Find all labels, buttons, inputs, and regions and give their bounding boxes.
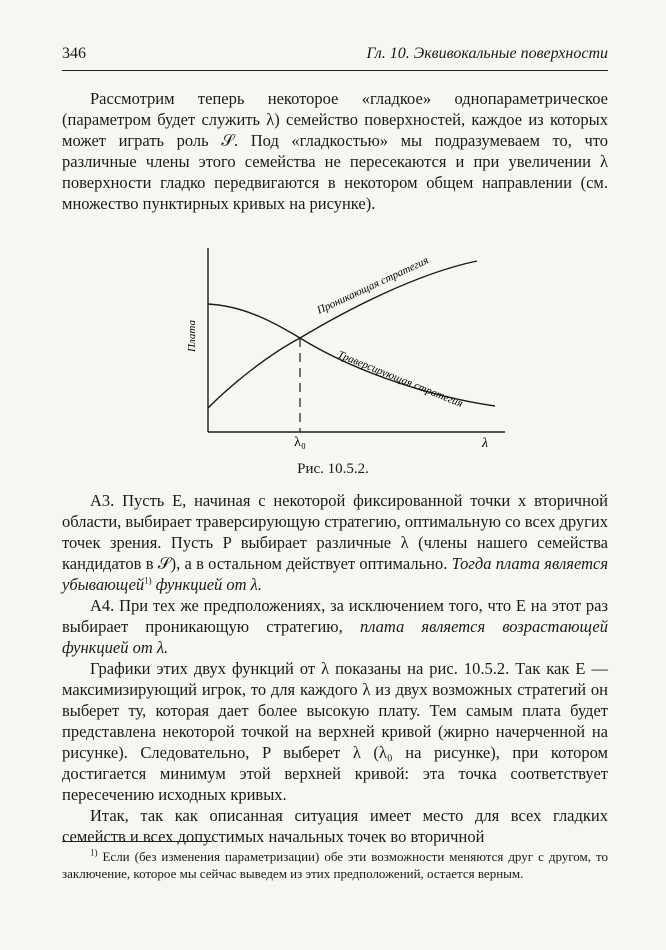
penetrating-strategy-curve — [208, 261, 477, 408]
body-section — [62, 490, 608, 847]
paragraph-final: Итак, так как описанная ситуация имеет место для всех гладких семейств и всех допустимых начальных точек во вторичной — [62, 806, 608, 846]
paragraph-graphs: Графики этих двух функций от λ показаны на рис. 10.5.2. Так как E — максимизирующий игрок, то для каждого λ из двух возможных стратегий он выберет ту, которая дает более высокую плату. Тем самым плата будет представлена некоторой точкой на верхней кривой (жирно начерченной на рисунке). Следовательно, P выберет λ (λ₀ на рисунке), при котором достигается минимум этой верхней кривой: эта точка соответствует пересечению исходных кривых. — [62, 659, 608, 804]
chapter-title: Гл. 10. Эквивокальные поверхности — [366, 45, 608, 62]
footnote-rule — [62, 841, 212, 842]
header-rule — [62, 70, 608, 71]
intro-section — [62, 88, 608, 214]
footnote-ref: 1) — [144, 575, 152, 586]
figure-10-5-2 — [175, 246, 515, 456]
lambda0-tick-label: λ₀ — [294, 435, 306, 450]
traversing-curve-label: Траверсирующая стратегия — [335, 348, 465, 410]
footnote-mark: 1) — [90, 847, 98, 858]
page-number: 346 — [62, 45, 86, 62]
footnote-text: Если (без изменения параметризации) обе эти возможности меняются друг с другом, то заключение, которое мы сейчас выведем из этих предположений, остается верным. — [62, 849, 608, 881]
figure-caption: Рис. 10.5.2. — [297, 461, 369, 477]
payoff-graph — [175, 246, 515, 456]
footnote — [62, 848, 608, 882]
x-axis-label: λ — [481, 436, 489, 451]
paragraph-a4: А4. При тех же предположениях, за исключением того, что E на этот раз выбирает проникающую стратегию, плата является возрастающей функцией от λ. — [62, 596, 608, 657]
intro-paragraph: Рассмотрим теперь некоторое «гладкое» однопараметрическое (параметром будет служить λ) семейство поверхностей, каждое из которых может играть роль 𝒮. Под «гладкостью» мы подразумеваем то, что различные члены этого семейства не пересекаются и при увеличении λ поверхности гладко передвигаются в некотором общем направлении (см. множество пунктирных кривых на рисунке). — [62, 89, 608, 213]
penetrating-curve-label: Проникающая стратегия — [315, 254, 431, 317]
y-axis-label: Плата — [186, 320, 198, 352]
paragraph-a3: А3. Пусть E, начиная с некоторой фиксированной точки x вторичной области, выбирает траверсирующую стратегию, оптимальную со всех других точек зрения. Пусть P выбирает различные λ (члены нашего семейства кандидатов в 𝒮), а в остальном действует оптимально. Тогда плата является убывающей$^{1)}$ функцией от λ. — [62, 491, 608, 594]
